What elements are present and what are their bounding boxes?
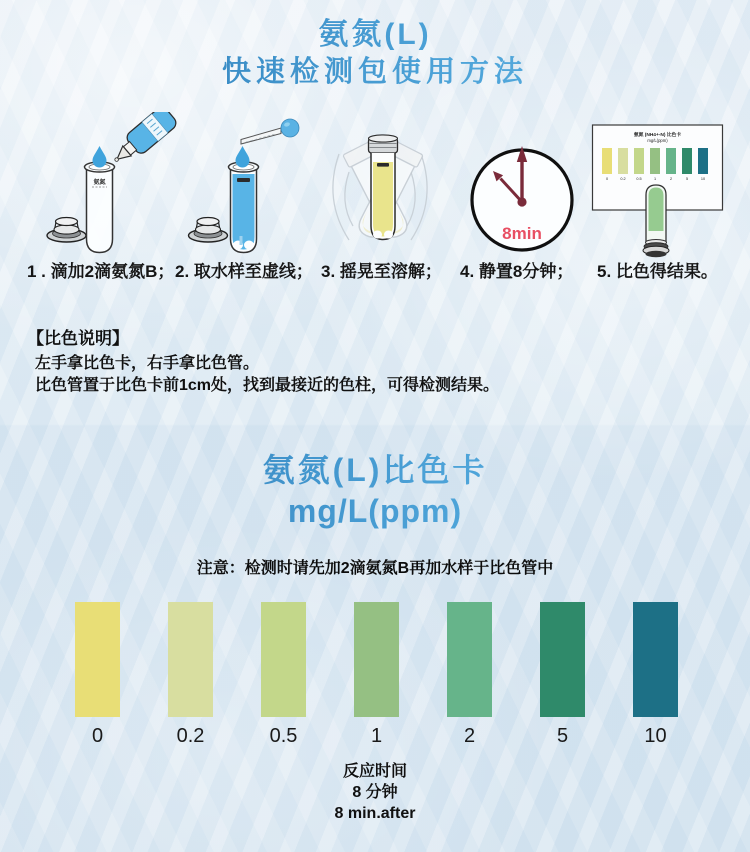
result-tube xyxy=(643,185,669,257)
tube-label: 氨氮 xyxy=(93,180,106,186)
swatch-value: 0.2 xyxy=(176,725,205,747)
swatch-value: 2 xyxy=(463,725,476,747)
step-caption-1: 1 . 滴加2滴氨氮B； xyxy=(27,262,175,281)
shake-tube-icon xyxy=(315,112,445,260)
step-caption-4: 4. 静置8分钟； xyxy=(460,262,574,281)
color-card-title xyxy=(0,450,750,531)
clock-icon xyxy=(460,112,584,260)
swatch-value: 1 xyxy=(370,725,383,747)
svg-text:1: 1 xyxy=(653,177,657,181)
fill-line-mark xyxy=(237,178,250,182)
test-tube-icon xyxy=(85,162,115,253)
result-liquid-fill xyxy=(649,188,664,232)
svg-text:0: 0 xyxy=(605,177,609,181)
color-swatch xyxy=(354,602,399,717)
color-swatch xyxy=(540,602,585,717)
page-title xyxy=(0,16,750,90)
drop-icon xyxy=(93,146,107,168)
water-sample-fill xyxy=(233,174,255,250)
svg-text:10: 10 xyxy=(700,177,706,181)
pipette-icon xyxy=(186,112,308,260)
page-title-line2: 快速检测包使用方法 xyxy=(221,56,528,88)
swatch-column xyxy=(168,602,213,748)
instructions-line2: 比色管置于比色卡前1cm处，找到最接近的色柱，可得检测结果。 xyxy=(35,377,500,394)
reaction-time-cn: 8 分钟 xyxy=(352,784,398,801)
color-card-icon xyxy=(588,112,726,262)
pipette-body xyxy=(241,119,299,144)
capped-tube xyxy=(369,135,398,240)
usage-note: 注意：检测时请先加2滴氨氮B再加水样于比色管中 xyxy=(196,560,554,577)
tube-cap-icon xyxy=(47,218,86,243)
swatch-value: 10 xyxy=(644,725,667,747)
clock-time-label: 8min xyxy=(502,224,542,243)
mini-card-subtitle: mg/L(ppm) xyxy=(647,138,668,143)
swatch-column xyxy=(354,602,399,748)
mini-card-title: 氨氮 (NH4+-N) 比色卡 xyxy=(633,133,682,138)
svg-text:0.5: 0.5 xyxy=(636,177,642,181)
color-swatch xyxy=(447,602,492,717)
reaction-time-footer xyxy=(0,761,750,824)
swatch-column xyxy=(633,602,678,748)
color-swatch xyxy=(633,602,678,717)
svg-text:0.2: 0.2 xyxy=(620,177,626,181)
reagent-bottle-icon xyxy=(20,112,182,260)
color-swatch xyxy=(75,602,120,717)
color-card-title-line2: mg/L(ppm) xyxy=(287,493,463,529)
color-swatch xyxy=(261,602,306,717)
swatch-column xyxy=(261,602,306,748)
svg-text:2: 2 xyxy=(669,177,673,181)
instructions-line1: 左手拿比色卡，右手拿比色管。 xyxy=(35,355,260,372)
svg-text:5: 5 xyxy=(685,177,689,181)
swatch-value: 0.5 xyxy=(269,725,298,747)
step-caption-3: 3. 摇晃至溶解； xyxy=(321,262,442,281)
reaction-time-label: 反应时间 xyxy=(342,763,407,780)
bottle-body xyxy=(107,112,178,170)
reaction-time-en: 8 min.after xyxy=(334,805,416,822)
drop-icon xyxy=(236,146,250,168)
color-scale xyxy=(75,602,678,748)
color-card-title-line1: 氨氮(L)比色卡 xyxy=(262,452,488,488)
step-caption-5: 5. 比色得结果。 xyxy=(597,262,718,281)
swatch-value: 5 xyxy=(556,725,569,747)
color-swatch xyxy=(168,602,213,717)
step-caption-2: 2. 取水样至虚线； xyxy=(175,262,313,281)
swatch-column xyxy=(447,602,492,748)
instructions-heading: 【比色说明】 xyxy=(27,329,129,348)
test-tube-icon xyxy=(229,162,259,253)
swatch-column xyxy=(75,602,120,748)
colorimetric-instructions xyxy=(27,324,499,397)
dissolved-reagent-fill xyxy=(373,162,393,237)
swatch-value: 0 xyxy=(91,725,104,747)
swatch-column xyxy=(540,602,585,748)
tube-cap-icon xyxy=(189,218,228,243)
page-title-line1: 氨氮(L) xyxy=(318,18,432,51)
steps-illustrations xyxy=(0,112,750,262)
